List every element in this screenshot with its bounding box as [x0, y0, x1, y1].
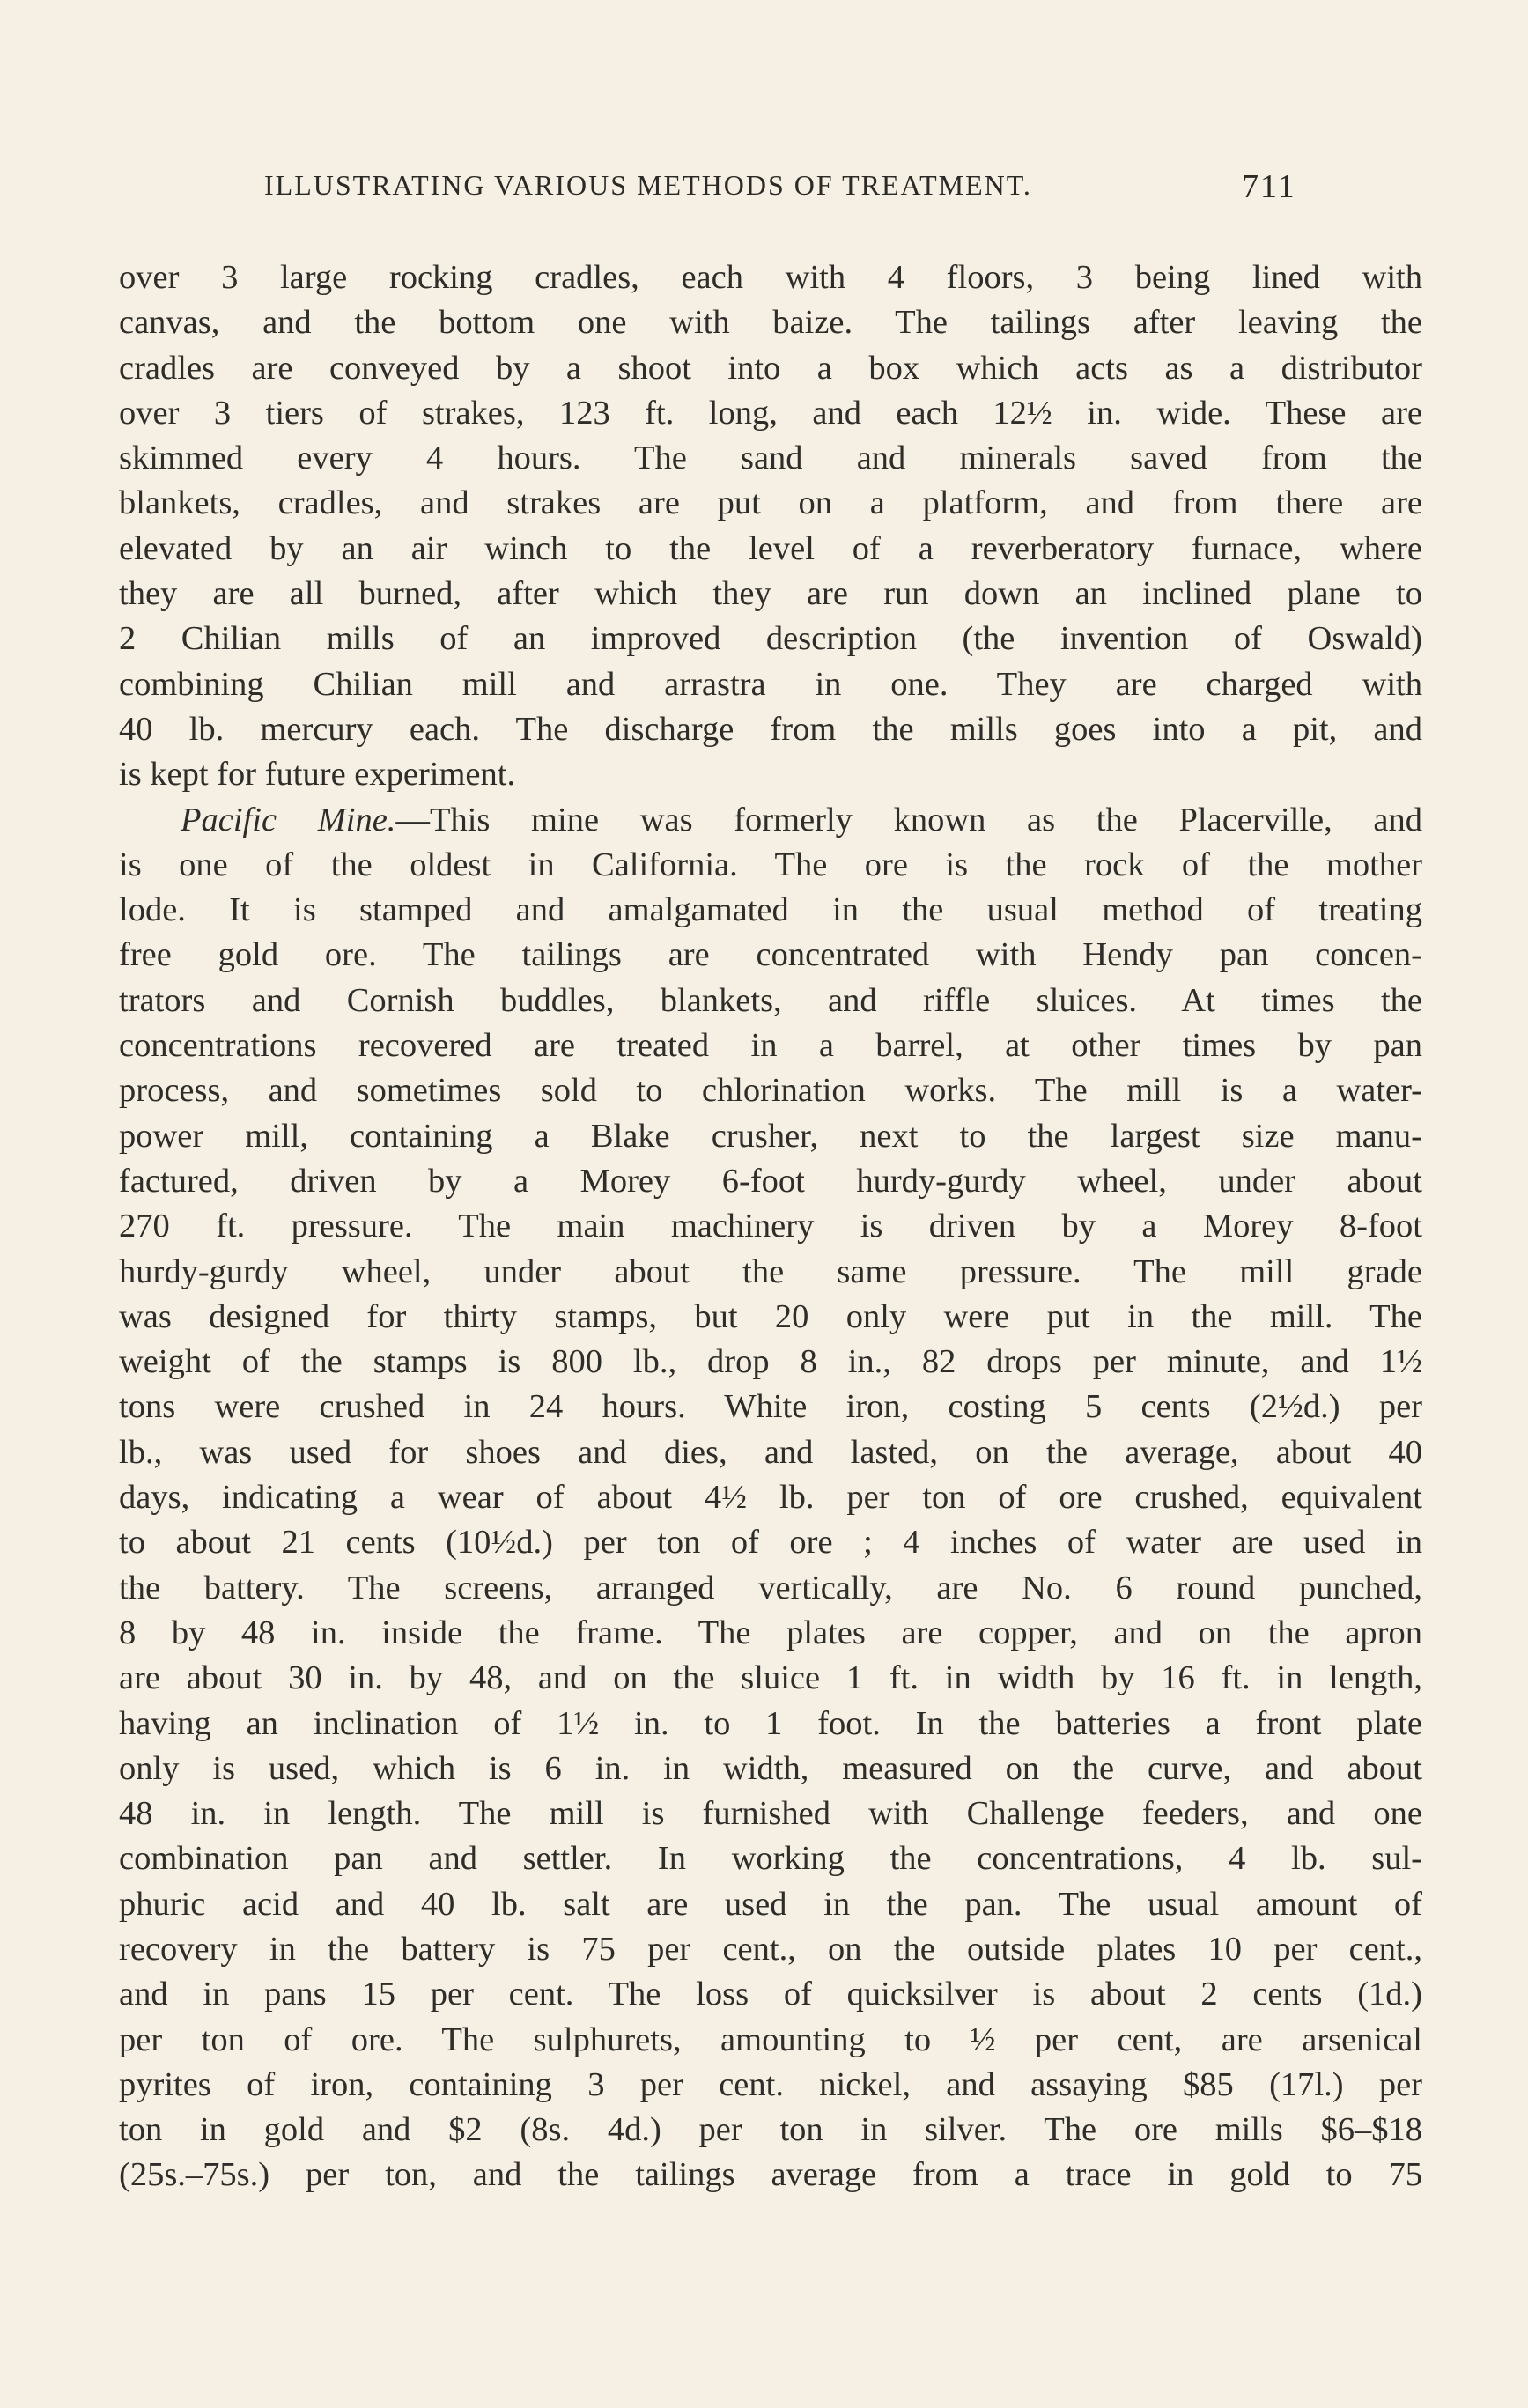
text-line: lode. It is stamped and amalgamated in the usual method of treating	[119, 891, 1422, 929]
text-line: combination pan and settler. In working the concentrations, 4 lb. sul-	[119, 1840, 1422, 1878]
text-line: having an inclination of 1½ in. to 1 foot. In the batteries a front plate	[119, 1704, 1422, 1742]
text-line: skimmed every 4 hours. The sand and minerals saved from the	[119, 439, 1422, 477]
running-head: ILLUSTRATING VARIOUS METHODS OF TREATMENT.	[264, 169, 1032, 201]
text-line: concentrations recovered are treated in a barrel, at other times by pan	[119, 1027, 1422, 1065]
text-line: pyrites of iron, containing 3 per cent. nickel, and assaying $85 (17l.) per	[119, 2065, 1422, 2103]
text-line: only is used, which is 6 in. in width, measured on the curve, and about	[119, 1749, 1422, 1787]
text-line: elevated by an air winch to the level of a reverberatory furnace, where	[119, 529, 1422, 567]
text-line: free gold ore. The tailings are concentrated with Hendy pan concen-	[119, 936, 1422, 974]
text-line: power mill, containing a Blake crusher, next to the largest size manu-	[119, 1117, 1422, 1155]
text-line: 8 by 48 in. inside the frame. The plates are copper, and on the apron	[119, 1614, 1422, 1651]
em-dash: —	[395, 801, 430, 838]
text-line: factured, driven by a Morey 6-foot hurdy-gurdy wheel, under about	[119, 1162, 1422, 1200]
pacific-mine-heading: Pacific Mine.	[181, 801, 396, 838]
text-line: lb., was used for shoes and dies, and lasted, on the average, about 40	[119, 1433, 1422, 1471]
text-line: are about 30 in. by 48, and on the sluice 1 ft. in width by 16 ft. in length,	[119, 1659, 1422, 1697]
text-line: is one of the oldest in California. The ore is the rock of the mother	[119, 846, 1422, 883]
text-line: cradles are conveyed by a shoot into a box which acts as a distributor	[119, 349, 1422, 387]
text-line: blankets, cradles, and strakes are put on a platform, and from there are	[119, 484, 1422, 522]
text-line: over 3 tiers of strakes, 123 ft. long, and each 12½ in. wide. These are	[119, 394, 1422, 432]
text-line: they are all burned, after which they are run down an inclined plane to	[119, 575, 1422, 613]
text-line: 40 lb. mercury each. The discharge from the mills goes into a pit, and	[119, 710, 1422, 748]
text-line: 48 in. in length. The mill is furnished with Challenge feeders, and one	[119, 1795, 1422, 1833]
text-line: per ton of ore. The sulphurets, amounting to ½ per cent, are arsenical	[119, 2020, 1422, 2058]
text-line: phuric acid and 40 lb. salt are used in the pan. The usual amount of	[119, 1885, 1422, 1923]
text-line: and in pans 15 per cent. The loss of quicksilver is about 2 cents (1d.)	[119, 1976, 1422, 2013]
text-line: process, and sometimes sold to chlorination works. The mill is a water-	[119, 1072, 1422, 1110]
text-line: hurdy-gurdy wheel, under about the same pressure. The mill grade	[119, 1252, 1422, 1290]
text-line: canvas, and the bottom one with baize. The tailings after leaving the	[119, 304, 1422, 342]
text-line: ton in gold and $2 (8s. 4d.) per ton in silver. The ore mills $6–$18	[119, 2111, 1422, 2149]
text-line: combining Chilian mill and arrastra in one. They are charged with	[119, 665, 1422, 703]
text-line: is kept for future experiment.	[119, 756, 516, 794]
text-line: recovery in the battery is 75 per cent., on the outside plates 10 per cent.,	[119, 1930, 1422, 1968]
page-number: 711	[1242, 168, 1296, 205]
text-line: This mine was formerly known as the Placerville, and	[429, 801, 1422, 838]
text-line: trators and Cornish buddles, blankets, and riffle sluices. At times the	[119, 981, 1422, 1019]
text-line: was designed for thirty stamps, but 20 only were put in the mill. The	[119, 1297, 1422, 1335]
pacific-mine-paragraph-start	[119, 798, 1422, 843]
text-line: to about 21 cents (10½d.) per ton of ore ; 4 inches of water are used in	[119, 1524, 1422, 1562]
text-line: tons were crushed in 24 hours. White iron, costing 5 cents (2½d.) per	[119, 1388, 1422, 1426]
text-line: over 3 large rocking cradles, each with 4 floors, 3 being lined with	[119, 259, 1422, 296]
text-line: (25s.–75s.) per ton, and the tailings average from a trace in gold to 75	[119, 2156, 1422, 2194]
text-line: days, indicating a wear of about 4½ lb. per ton of ore crushed, equivalent	[119, 1479, 1422, 1517]
text-line: weight of the stamps is 800 lb., drop 8 in., 82 drops per minute, and 1½	[119, 1343, 1422, 1381]
text-line: the battery. The screens, arranged vertically, are No. 6 round punched,	[119, 1569, 1422, 1607]
text-line: 2 Chilian mills of an improved description (the invention of Oswald)	[119, 620, 1422, 658]
text-line: 270 ft. pressure. The main machinery is driven by a Morey 8-foot	[119, 1208, 1422, 1245]
body-text	[119, 255, 1422, 2198]
